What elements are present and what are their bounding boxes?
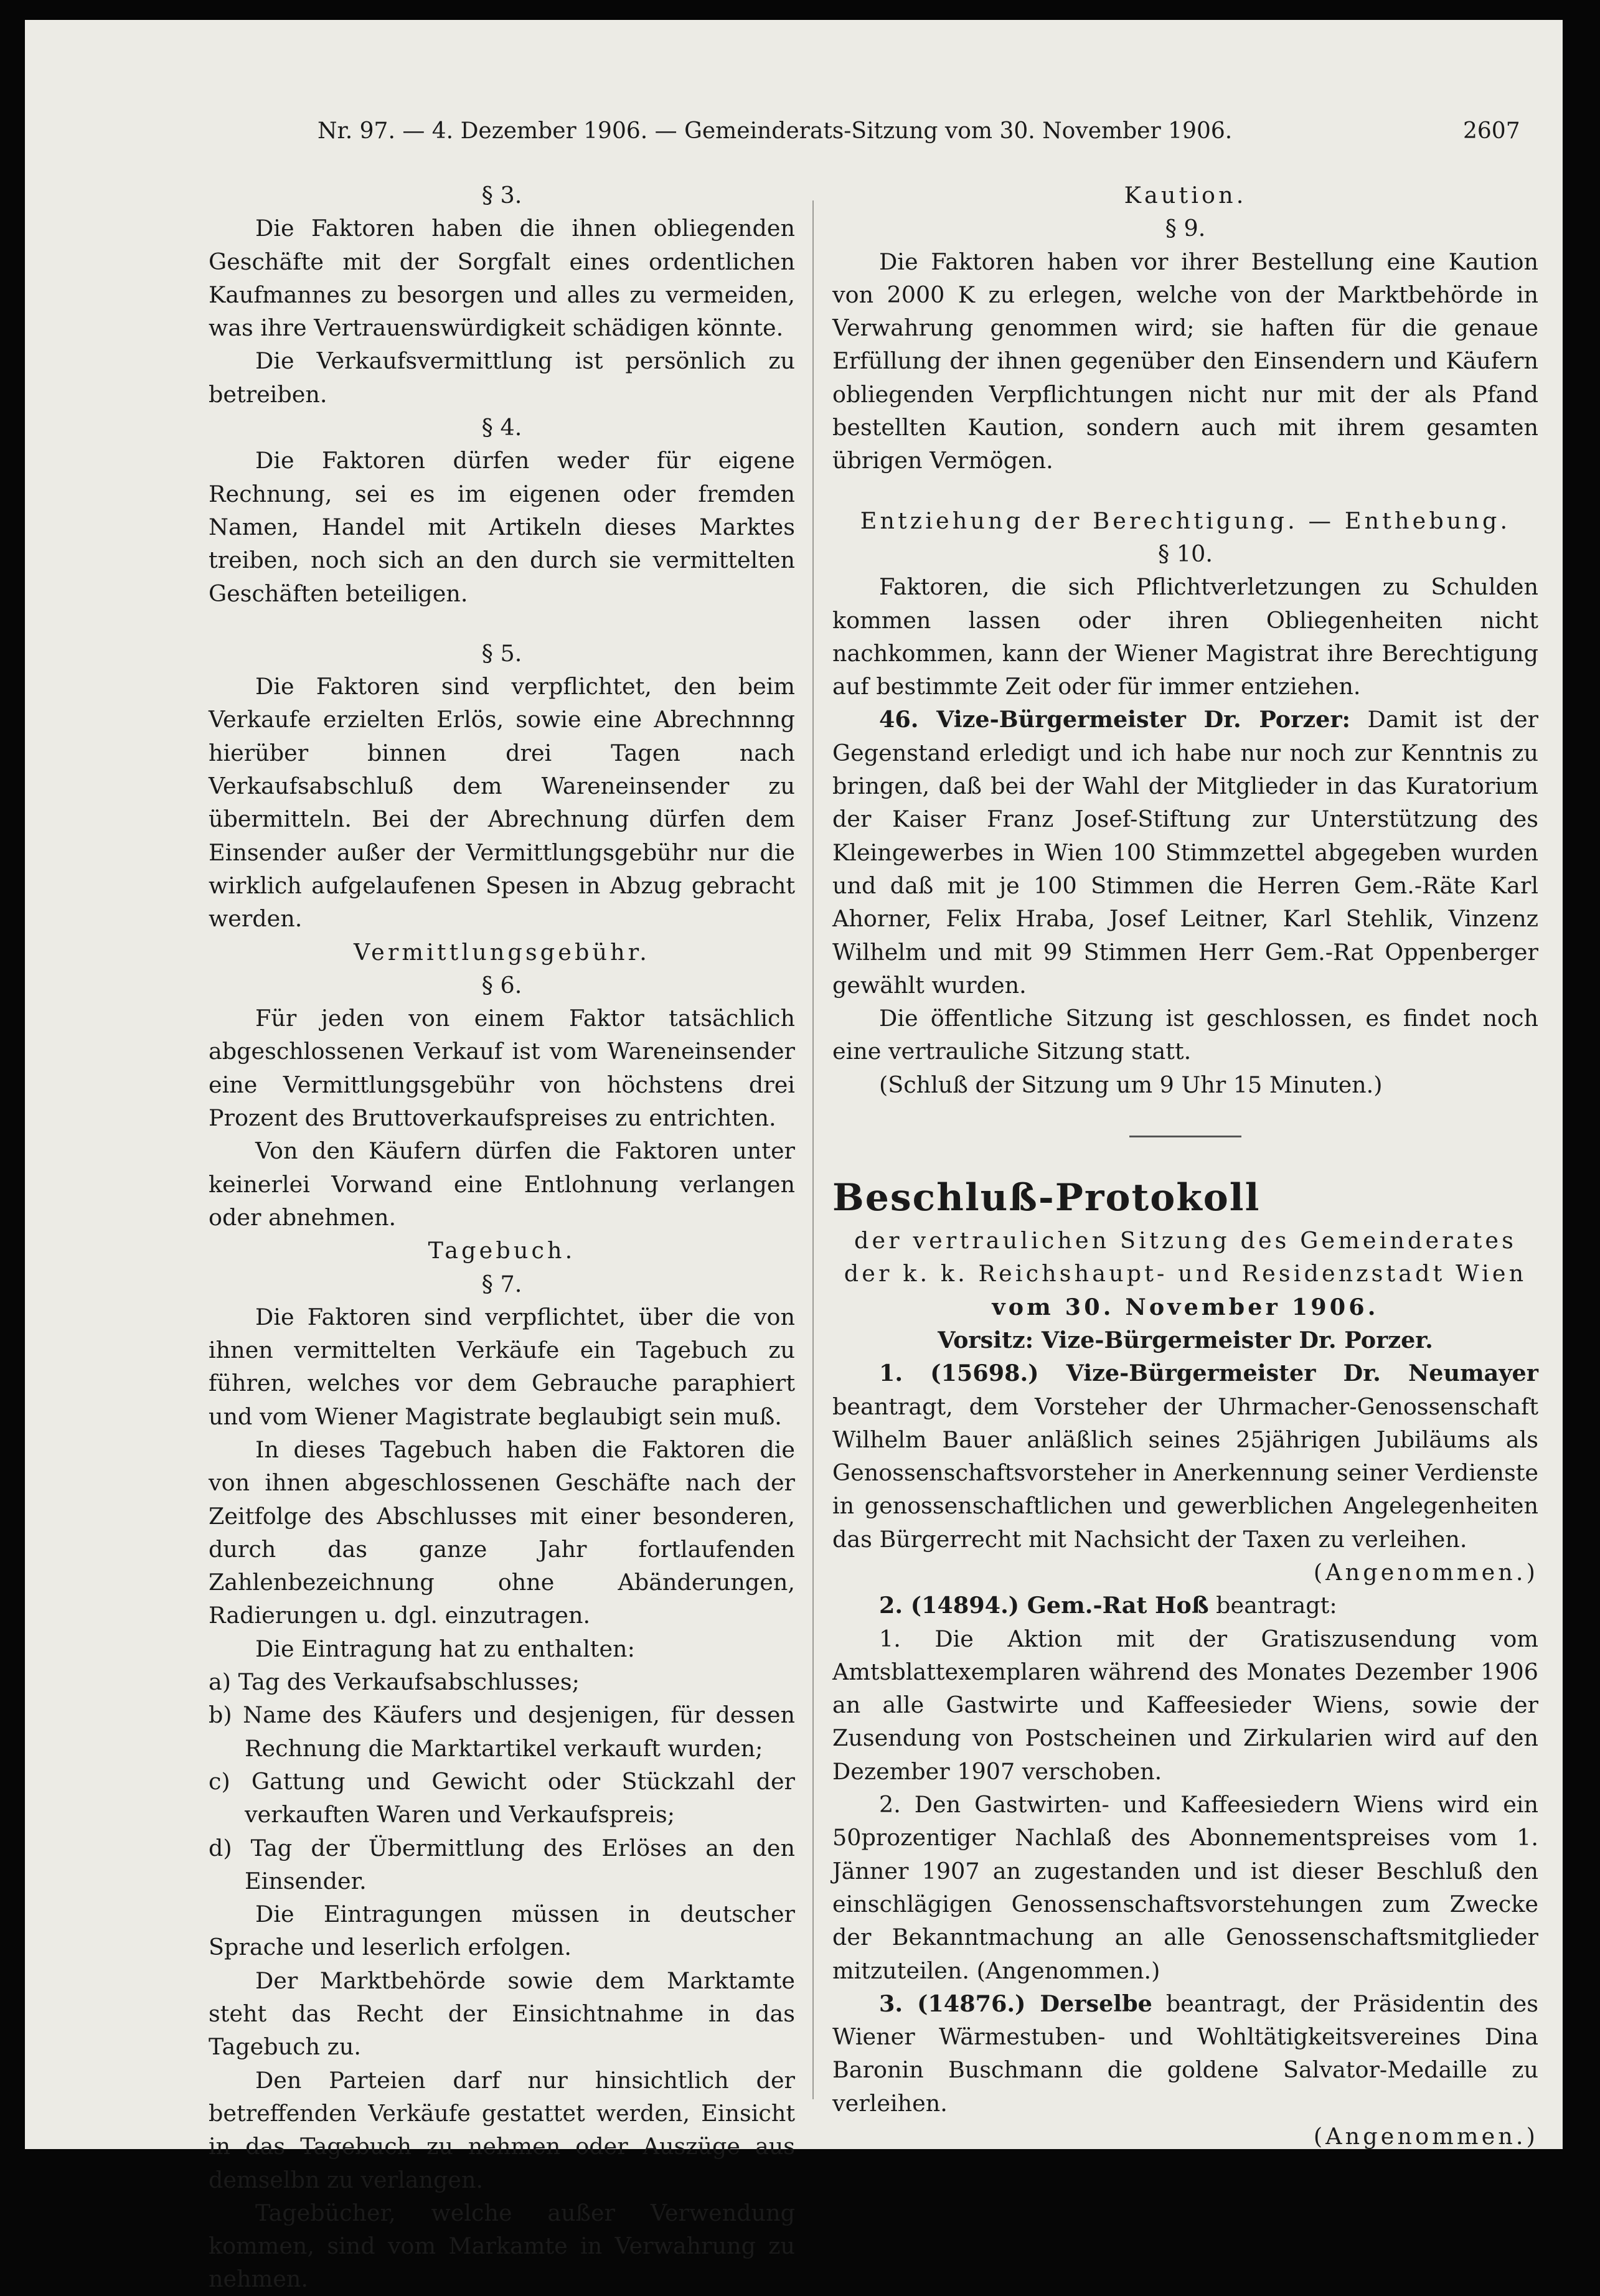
- section-heading: § 7.: [481, 1270, 522, 1297]
- paragraph: Die Faktoren haben vor ihrer Bestellung eine Kaution von 2000 K zu erlegen, welche von der Marktbehörde in Verwahrung genommen wird; sie haften für die genaue Erfüllung der ihnen gegenüber den Einsendern und Käufern obliegenden Verpflichtungen nicht nur mit der als Pfand bestellten Kaution, sondern auch mit ihrem gesamten übrigen Vermögen.: [832, 248, 1538, 474]
- running-header: Nr. 97. — 4. Dezember 1906. — Gemeinderats-Sitzung vom 30. November 1906.: [318, 118, 1233, 144]
- paragraph: Die Eintragungen müssen in deutscher Sprache und leserlich erfolgen.: [209, 1901, 795, 1961]
- section-heading: vom 30. November 1906.: [992, 1293, 1379, 1320]
- left-column: [209, 179, 795, 2296]
- paragraph: (Angenommen.): [1313, 1558, 1538, 1586]
- paragraph: Die Faktoren dürfen weder für eigene Rechnung, sei es im eigenen oder fremden Namen, Handel mit Artikeln dieses Marktes treiben, noch sich an den durch sie vermittelten Geschäften beteiligen.: [209, 447, 795, 607]
- column-divider: [812, 200, 814, 2099]
- newspaper-page: [25, 20, 1563, 2293]
- section-heading: Kaution.: [1124, 182, 1247, 209]
- paragraph: Der Marktbehörde sowie dem Marktamte steht das Recht der Einsichtnahme in das Tagebuch zu.: [209, 1967, 795, 2061]
- page-number: 2607: [1463, 118, 1520, 144]
- section-heading: § 6.: [481, 971, 522, 999]
- paragraph: Tagebücher, welche außer Verwendung kommen, sind vom Markamte in Verwahrung zu nehmen.: [209, 2199, 795, 2293]
- speaker-lead: 46. Vize-Bürgermeister Dr. Porzer:: [879, 706, 1351, 733]
- paragraph: [832, 1589, 1538, 1622]
- protocol-title: Beschluß-Protokoll: [832, 1176, 1261, 1220]
- paragraph: c) Gattung und Gewicht oder Stückzahl der verkauften Waren und Verkaufspreis;: [209, 1767, 795, 1828]
- section-rule: [1129, 1136, 1241, 1137]
- section-heading: Vermittlungsgebühr.: [354, 938, 650, 966]
- paragraph: Von den Käufern dürfen die Faktoren unter keinerlei Vorwand eine Entlohnung verlangen oder abnehmen.: [209, 1137, 795, 1231]
- paragraph: 2. Den Gastwirten- und Kaffeesiedern Wiens wird ein 50prozentiger Nachlaß des Abonnementspreises vom 1. Jänner 1907 an zugestanden und ist dieser Beschluß den einschlägigen Genossenschaftsvorstehungen zum Zwecke der Bekanntmachung an alle Genossenschaftsmitglieder mitzuteilen. (Angenommen.): [832, 1791, 1538, 1984]
- paragraph: Die Verkaufsvermittlung ist persönlich zu betreiben.: [209, 347, 795, 408]
- section-heading: § 3.: [481, 182, 522, 209]
- paragraph: [832, 703, 1538, 1002]
- section-heading: der vertraulichen Sitzung des Gemeinderates der k. k. Reichshaupt- und Residenzstadt Wien: [844, 1227, 1527, 1287]
- paragraph: (Schluß der Sitzung um 9 Uhr 15 Minuten.): [879, 1071, 1383, 1098]
- speaker-lead: 2. (14894.) Gem.-Rat Hoß: [879, 1592, 1209, 1619]
- paragraph: a) Tag des Verkaufsabschlusses;: [209, 1668, 580, 1696]
- paragraph: [832, 1987, 1538, 2120]
- paragraph-text: beantragt, der Präsidentin des Wiener Wärmestuben- und Wohltätigkeitsvereines Dina Baronin Buschmann die goldene Salvator-Medaille zu verleihen.: [832, 1990, 1538, 2117]
- section-heading: § 10.: [1158, 540, 1213, 567]
- paragraph-text: Damit ist der Gegenstand erledigt und ich habe nur noch zur Kenntnis zu bringen, daß bei der Wahl der Mitglieder in das Kuratorium der Kaiser Franz Josef-Stiftung zur Unterstützung des Kleingewerbes in Wien 100 Stimmzettel abgegeben wurden und daß mit je 100 Stimmen die Herren Gem.-Räte Karl Ahorner, Felix Hraba, Josef Leitner, Karl Stehlik, Vinzenz Wilhelm und mit 99 Stimmen Herr Gem.-Rat Oppenberger gewählt wurden.: [832, 706, 1538, 999]
- speaker-lead: 1. (15698.) Vize-Bürgermeister Dr. Neumayer: [879, 1360, 1538, 1387]
- section-heading: § 9.: [1165, 215, 1206, 242]
- paragraph: d) Tag der Übermittlung des Erlöses an den Einsender.: [209, 1834, 795, 1894]
- paragraph: In dieses Tagebuch haben die Faktoren die von ihnen abgeschlossenen Geschäfte nach der Zeitfolge des Abschlusses mit einer besonderen, durch das ganze Jahr fortlaufenden Zahlenbezeichnung ohne Abänderungen, Radierungen u. dgl. einzutragen.: [209, 1436, 795, 1629]
- right-column: [832, 179, 1538, 2153]
- section-heading: Tagebuch.: [428, 1237, 576, 1264]
- paragraph: Die Faktoren sind verpflichtet, den beim Verkaufe erzielten Erlös, sowie eine Abrechnnng hierüber binnen drei Tagen nach Verkaufsabschluß dem Wareneinsender zu übermitteln. Bei der Abrechnung dürfen dem Einsender außer der Vermittlungsgebühr nur die wirklich aufgelaufenen Spesen in Abzug gebracht werden.: [209, 673, 795, 933]
- paragraph: Die Faktoren haben die ihnen obliegenden Geschäfte mit der Sorgfalt eines ordentlichen Kaufmannes zu besorgen und alles zu vermeiden, was ihre Vertrauenswürdigkeit schädigen könnte.: [209, 215, 795, 342]
- section-heading: Entziehung der Berechtigung. — Enthebung.: [860, 507, 1511, 534]
- section-heading: § 5.: [481, 639, 522, 667]
- paragraph: [832, 1357, 1538, 1556]
- paragraph: Die Eintragung hat zu enthalten:: [255, 1635, 635, 1662]
- paragraph: b) Name des Käufers und desjenigen, für dessen Rechnung die Marktartikel verkauft wurden;: [209, 1701, 795, 1762]
- paragraph: (Angenommen.): [1313, 2123, 1538, 2150]
- section-heading: § 4.: [481, 414, 522, 441]
- paragraph: Für jeden von einem Faktor tatsächlich abgeschlossenen Verkauf ist vom Wareneinsender eine Vermittlungsgebühr von höchstens drei Prozent des Bruttoverkaufspreises zu entrichten.: [209, 1005, 795, 1132]
- paragraph-text: beantragt:: [1208, 1592, 1337, 1619]
- section-heading: Vorsitz: Vize-Bürgermeister Dr. Porzer.: [938, 1326, 1433, 1353]
- paragraph: 1. Die Aktion mit der Gratiszusendung vom Amtsblattexemplaren während des Monates Dezember 1906 an alle Gastwirte und Kaffeesieder Wiens, sowie der Zusendung von Postscheinen und Zirkularien wird auf den Dezember 1907 verschoben.: [832, 1625, 1538, 1785]
- paragraph: Die Faktoren sind verpflichtet, über die von ihnen vermittelten Verkäufe ein Tagebuch zu führen, welches vor dem Gebrauche paraphiert und vom Wiener Magistrate beglaubigt sein muß.: [209, 1303, 795, 1430]
- speaker-lead: 3. (14876.) Derselbe: [879, 1990, 1152, 2017]
- paragraph: Die öffentliche Sitzung ist geschlossen, es findet noch eine vertrauliche Sitzung statt.: [832, 1005, 1538, 1065]
- paragraph: Faktoren, die sich Pflichtverletzungen zu Schulden kommen lassen oder ihren Obliegenheiten nicht nachkommen, kann der Wiener Magistrat ihre Berechtigung auf bestimmte Zeit oder für immer entziehen.: [832, 573, 1538, 700]
- paragraph: Den Parteien darf nur hinsichtlich der betreffenden Verkäufe gestattet werden, Einsicht in das Tagebuch zu nehmen oder Auszüge aus demselbn zu verlangen.: [209, 2066, 795, 2193]
- paragraph-text: beantragt, dem Vorsteher der Uhrmacher-Genossenschaft Wilhelm Bauer anläßlich seines 25jährigen Jubiläums als Genossenschaftsvorsteher in Anerkennung seiner Verdienste in genossenschaftlichen und gewerblichen Angelegenheiten das Bürgerrecht mit Nachsicht der Taxen zu verleihen.: [832, 1393, 1538, 1553]
